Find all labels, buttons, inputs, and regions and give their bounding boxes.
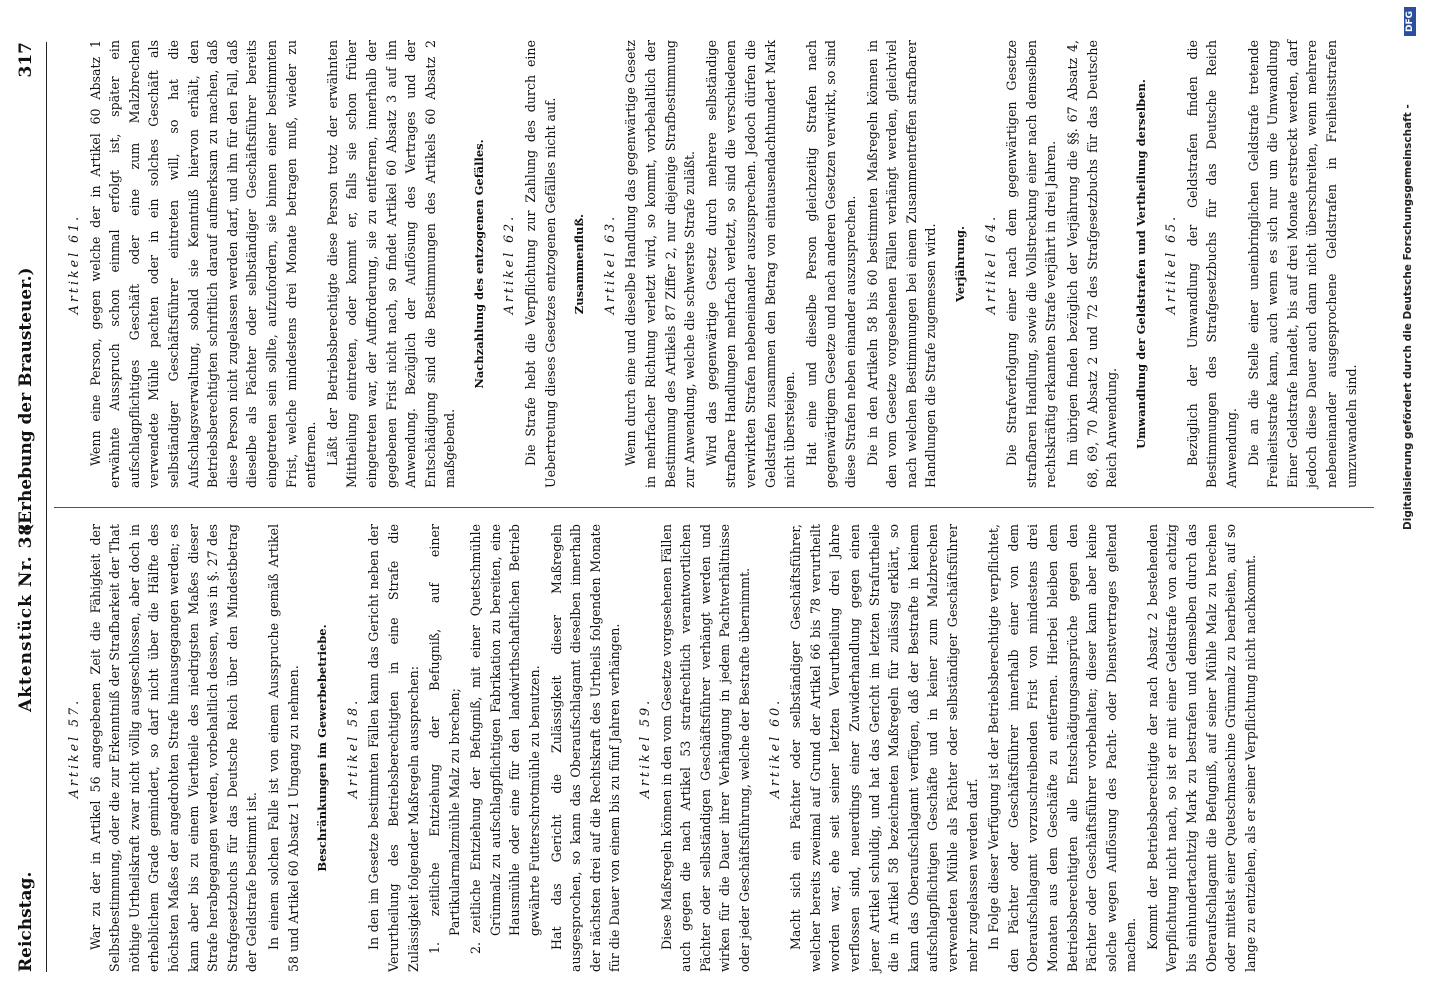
article-64-paragraph: Im übrigen finden bezüglich der Verjährung die §§. 67 Absatz 4, 68, 69, 70 Absatz 2 und 72 des Strafgesetzbuchs für das Deutsche Reich Anwendung.	[1064, 40, 1120, 488]
article-60-paragraph: Kommt der Betriebsberechtigte der nach Absatz 2 bestehenden Verpflichtung nicht nach, so ist er mit einer Geldstrafe von achtzig bis einhundertachtzig Mark zu bestrafen und demselben durch das Oberaufschlagamt die Befugniß, auf seiner Mühle Malz zu brechen oder mittelst einer Quetschmaschine Grünmalz zu bearbeiten, auf so lange zu entziehen, als er seiner Verpflichtung nicht nachkommt.	[1144, 524, 1258, 972]
article-60-paragraph: In Folge dieser Verfügung ist der Betriebsberechtigte verpflichtet, den Pächter oder Geschäftsführer innerhalb einer von dem Oberaufschlagamt vorzuschreibenden Frist von mindestens drei Monaten aus dem Geschäfte zu entfernen. Hierbei bleiben dem Betriebsberechtigten alle Entschädigungsansprüche gegen den Pächter oder Geschäftsführer vorbehalten; dieser kann aber keine solche wegen Auflösung des Pacht- oder Dienstvertrages geltend machen.	[986, 524, 1139, 972]
article-64-title: Artikel 64.	[982, 213, 998, 315]
article-58-title: Artikel 58.	[344, 697, 360, 799]
article-58-paragraph: Hat das Gericht die Zulässigkeit dieser Maßregeln ausgesprochen, so kann das Oberaufschlagamt dieselben innerhalb der nächsten drei auf die Rechtskraft des Urtheils folgenden Monate für die Dauer von einem bis zu fünf Jahren verhängen.	[548, 524, 623, 972]
article-59-paragraph: Diese Maßregeln können in den vom Gesetze vorgesehenen Fällen auch gegen die nach Artikel 53 strafrechtlich verantwortlichen Pächter oder selbständigen Geschäftsführer verhängt werden und wirken für die Dauer ihrer Verhängung in jedem Pachtverhältnisse oder jeder Geschäftsführung, welche der Bestrafte übernimmt.	[658, 524, 752, 972]
header-subject: (Erhebung der Brausteuer.)	[16, 267, 36, 532]
article-57-paragraph: War zu der in Artikel 56 angegebenen Zeit die Fähigkeit der Selbstbestimmung, oder die zur Erkenntniß der Strafbarkeit der That nöthige Urtheilskraft zwar nicht völlig ausgeschlossen, aber doch in erheblichem Grade gemindert, so darf nicht über die Hälfte des höchsten Maßes der angedrohten Strafe hinausgegangen werden; es kann aber bis zu einem Viertheile des niedrigsten Maßes dieser Strafe herabgegangen werden, vorbehaltlich dessen, was in §. 27 des Strafgesetzbuchs für das Deutsche Reich über den Mindestbetrag der Geldstrafe bestimmt ist.	[87, 524, 260, 972]
article-57-paragraph: In einem solchen Falle ist von einem Ausspruche gemäß Artikel 58 und Artikel 60 Absatz 1 Umgang zu nehmen.	[265, 524, 301, 972]
article-62-paragraph: Die Strafe hebt die Verpflichtung zur Zahlung des durch eine Uebertretung dieses Gesetzes entzogenen Gefälles nicht auf.	[523, 40, 558, 488]
section-heading: Umwandlung der Geldstrafen und Vertheilung derselben.	[1133, 79, 1148, 449]
article-63-paragraph: Hat eine und dieselbe Person gleichzeitig Strafen nach gegenwärtigem Gesetze und nach anderen Gesetzen verwirkt, so sind diese Strafen neben einander auszusprechen.	[803, 40, 858, 488]
article-63-paragraph: Wird das gegenwärtige Gesetz durch mehrere selbständige strafbare Handlungen mehrfach verletzt, so sind die verschiedenen verwirkten Strafen nebeneinander auszusprechen. Jedoch dürfen die Geldstrafen zusammen den Betrag von eintausendachthundert Mark nicht übersteigen.	[703, 40, 798, 488]
header-rule	[46, 42, 47, 972]
article-64-paragraph: Die Strafverfolgung einer nach dem gegenwärtigen Gesetze strafbaren Handlung, sowie die Vollstreckung einer nach demselben rechtskräftig erkannten Strafe verjährt in drei Jahren.	[1004, 40, 1059, 488]
article-63-paragraph: Die in den Artikeln 58 bis 60 bestimmten Maßregeln können in den vom Gesetze vorgesehenen Fällen verhängt werden, gleichviel nach welchen Bestimmungen bei einem Zusammentreffen strafbarer Handlungen die Strafe zugemessen wird.	[864, 40, 939, 488]
section-heading: Beschränkungen im Gewerbebetriebe.	[315, 624, 330, 872]
header-left: Reichstag.	[16, 871, 36, 972]
right-column	[54, 40, 1363, 488]
article-60-title: Artikel 60.	[766, 697, 782, 799]
article-63-title: Artikel 63.	[601, 213, 617, 315]
article-58-item: 1. zeitliche Entziehung der Befugniß, auf einer Partikularmalzmühle Malz zu brechen;	[427, 524, 462, 954]
header-document-number: Aktenstück Nr. 38.	[16, 515, 36, 712]
article-58-paragraph: In den im Gesetze bestimmten Fällen kann das Gericht neben der Verurtheilung des Betriebsberechtigten in eine Strafe die Zulässigkeit folgender Maßregeln aussprechen:	[366, 524, 421, 972]
section-heading: Zusammenfluß.	[572, 213, 587, 315]
article-59-title: Artikel 59.	[637, 697, 653, 799]
dfg-logo: DFG	[1404, 7, 1416, 36]
column-divider	[54, 507, 1374, 508]
article-62-title: Artikel 62.	[501, 213, 517, 315]
article-61-paragraph: Wenn eine Person, gegen welche der in Artikel 60 Absatz 1 erwähnte Ausspruch schon einmal erfolgt ist, später ein aufschlagpflichtiges Geschäft oder eine zum Malzbrechen verwendete Mühle pachten oder in ein solches Geschäft als selbständiger Geschäftsführer eintreten will, so hat die Aufschlagsverwaltung, sobald sie Kenntniß hiervon erhält, den Betriebsberechtigten schriftlich darauf aufmerksam zu machen, daß diese Person nicht zugelassen werden darf, und ihn für den Fall, daß dieselbe als Pächter oder selbständiger Geschäftsführer bereits eingetreten sein sollte, aufzufordern, sie binnen einer bestimmten Frist, welche mindestens drei Monate betragen muß, wieder zu entfernen.	[87, 40, 319, 488]
article-65-title: Artikel 65.	[1163, 213, 1179, 315]
article-65-paragraph: Die an die Stelle einer uneinbringlichen Geldstrafe tretende Freiheitsstrafe kann, auch wenn es sich nur um die Umwandlung Einer Geldstrafe handelt, bis auf drei Monate erstreckt werden, darf jedoch diese Dauer auch dann nicht überschreiten, wenn mehrere nebeneinander ausgesprochene Geldstrafen in Freiheitsstrafen umzuwandeln sind.	[1245, 40, 1359, 488]
article-63-paragraph: Wenn durch eine und dieselbe Handlung das gegenwärtige Gesetz in mehrfacher Richtung verletzt wird, so kommt, vorbehaltlich der Bestimmung des Artikels 87 Ziffer 2, nur diejenige Strafbestimmung zur Anwendung, welche die schwerste Strafe zuläßt.	[623, 40, 698, 488]
article-58-item: 2. zeitliche Entziehung der Befugniß, mit einer Quetschmühle Grünmalz zu aufschlagpflichtigen Fabrikation zu bereiten, eine Hausmühle oder eine für den landwirthschaftlichen Betrieb gewährte Futterschrotmühle zu benutzen.	[468, 524, 543, 954]
page-header	[12, 42, 42, 972]
section-heading: Verjährung.	[952, 225, 967, 303]
page-number: 317	[16, 42, 36, 78]
article-60-paragraph: Macht sich ein Pächter oder selbständiger Geschäftsführer, welcher bereits zweimal auf Grund der Artikel 66 bis 78 verurtheilt worden war, ehe seit seiner letzten Verurtheilung drei Jahre verflossen sind, neuerdings einer Zuwiderhandlung gegen einen jener Artikel schuldig, und hat das Gericht im letzten Strafurtheile die in Artikel 58 bezeichneten Maßregeln für zulässig erklärt, so kann das Oberaufschlagamt verfügen, daß der Bestrafte in keinem aufschlagpflichtigen Geschäfte und in keiner zum Malzbrechen verwendeten Mühle als Pächter oder selbständiger Geschäftsführer mehr zugelassen werden darf.	[788, 524, 980, 972]
left-column	[54, 524, 1262, 972]
article-57-title: Artikel 57.	[66, 697, 81, 799]
section-heading: Nachzahlung des entzogenen Gefälles.	[471, 139, 486, 389]
article-61-paragraph: Läßt der Betriebsberechtigte diese Person trotz der erwähnten Mittheilung eintreten, oder kommt er, falls sie schon früher eingetreten war, der Aufforderung, sie zu entfernen, innerhalb der gegebenen Frist nicht nach, so findet Artikel 60 Absatz 3 auf ihn Anwendung. Bezüglich der Auflösung des Vertrages und der Entschädigung sind die Bestimmungen des Artikels 60 Absatz 2 maßgebend.	[324, 40, 458, 488]
article-61-title: Artikel 61.	[66, 213, 81, 315]
digitization-note: Digitalisierung gefördert durch die Deutsche Forschungsgemeinschaft -	[1402, 104, 1414, 530]
article-65-paragraph: Bezüglich der Umwandlung der Geldstrafen finden die Bestimmungen des Strafgesetzbuchs für das Deutsche Reich Anwendung.	[1184, 40, 1240, 488]
